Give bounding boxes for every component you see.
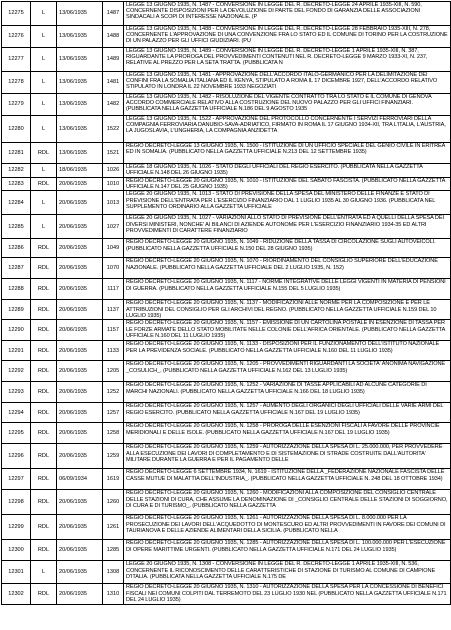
law-date-cell: 20/06/1935 bbox=[57, 300, 103, 320]
law-type-cell: RDL bbox=[31, 178, 57, 191]
law-number-cell: 12299 bbox=[2, 515, 31, 540]
law-date-cell: 20/06/1935 bbox=[57, 215, 103, 239]
law-number-cell: 12280 bbox=[2, 116, 31, 143]
law-date-cell: 20/06/1935 bbox=[57, 341, 103, 361]
law-decree-number-cell: 1252 bbox=[103, 382, 124, 403]
table-row bbox=[2, 341, 451, 361]
law-number-cell: 12293 bbox=[2, 382, 31, 403]
table-row bbox=[2, 94, 451, 116]
law-date-cell: 06/09/1934 bbox=[57, 469, 103, 490]
law-description-cell: LEGGE 13 GIUGNO 1935, N. 1487 - CONVERSIONE IN LEGGE DEL R. DECRETO-LEGGE 24 APRILE 1935-XIII, N. 590, CONCERNENTE DISPOSIZIONI PER LA DEVOLUZIONE DI PARTE DEL FONDO DI GARANZIA DELLE ASSOCIAZIONI SINDACALI A SCOPI DI INTERESSE NAZIONALE. (P bbox=[124, 2, 451, 26]
law-type-cell: RDL bbox=[31, 341, 57, 361]
law-type-cell: RDL bbox=[31, 258, 57, 279]
table-row bbox=[2, 320, 451, 341]
law-type-cell: L bbox=[31, 116, 57, 143]
law-type-cell: RDL bbox=[31, 469, 57, 490]
law-description-cell: REGIO DECRETO-LEGGE 20 GIUGNO 1935, N. 1259 - AUTORIZZAZIONE DELLA SPESA DI L. 25.000.000, PER PROVVEDERE ALLA ESECUZIONE DEI LAVORI DI COMPLETAMENTO E DI SISTEMAZIONE DI STRADE COSTRUITE DALL'AUTORITA' MILITARE DURANTE LA GUERRA E PER IL PAGAMENTO DELLE bbox=[124, 444, 451, 469]
law-type-cell: L bbox=[31, 561, 57, 584]
law-description-cell: REGIO DECRETO-LEGGE 20 GIUGNO 1935, N. 1137 - MODIFICAZIONI ALLE NORME PER LA COMPOSIZIONE E PER LE ATTRIBUZIONI DEL CONSIGLIO PER GLI ARCHIVI DEL REGNO. (PUBBLICATO NELLA GAZZETTA UFFICIALE N.159 DEL 10 LUGLIO 1935) bbox=[124, 300, 451, 320]
law-description-cell: REGIO DECRETO-LEGGE 20 GIUGNO 1935, N. 1260 - MODIFICAZIONI ALLA COMPOSIZIONE DEL CONSIGLIO CENTRALE DELLE STAZIONI DI CURA, CHE ASSUME LA DENOMINAZIONE DI _CONSIGLIO CENTRALE DELLE STAZIONI DI SOGGIORNO, DI CURA E DI TURISMO_. (PUBBLICATO NELLA GAZZETTA bbox=[124, 490, 451, 515]
law-number-cell: 12279 bbox=[2, 94, 31, 116]
law-decree-number-cell: 1521 bbox=[103, 143, 124, 164]
table-row bbox=[2, 48, 451, 72]
law-number-cell: 12292 bbox=[2, 361, 31, 382]
table-row bbox=[2, 540, 451, 561]
law-number-cell: 12287 bbox=[2, 258, 31, 279]
law-decree-number-cell: 1487 bbox=[103, 2, 124, 26]
law-decree-number-cell: 1482 bbox=[103, 94, 124, 116]
law-description-cell: REGIO DECRETO-LEGGE 20 GIUGNO 1935, N. 1258 - PROROGA DELLE ESENZIONI FISCALI A FAVORE DELLE PROVINCIE MERIDIONALI E DELLE ISOLE. (PUBBLICATO NELLA GAZZETTA UFFICIALE N.167 DEL 19 LUGLIO 1935) bbox=[124, 423, 451, 444]
table-row bbox=[2, 300, 451, 320]
law-description-cell: REGIO DECRETO-LEGGE 20 GIUGNO 1935, N. 1285 - AUTORIZZAZIONE DELLA SPESA DI L. 100.000.000 PER L'ESECUZIONE DI OPERE MARITTIME URGENTI. (PUBBLICATO NELLA GAZZETTA UFFICIALE N.171 DEL 24 LUGLIO 1935) bbox=[124, 540, 451, 561]
law-decree-number-cell: 1308 bbox=[103, 561, 124, 584]
law-description-cell: REGIO DECRETO-LEGGE 20 GIUGNO 1935, N. 1261 - AUTORIZZAZIONE DELLA SPESA DI L. 8.000.000 PER LA PROSECUZIONE DEI LAVORI DELL'ACQUEDOTTO DI MONTESCURO ED ALTRI PROVVEDIMENTI IN FAVORE DEI COMUNI DI TAURIANOVA E DELLE AZIENDE ALIMENTARI DELLA SICILIA. (PUBBLICATO NELLA bbox=[124, 515, 451, 540]
law-type-cell: RDL bbox=[31, 361, 57, 382]
law-date-cell: 20/06/1935 bbox=[57, 178, 103, 191]
law-type-cell: RDL bbox=[31, 444, 57, 469]
law-number-cell: 12288 bbox=[2, 279, 31, 300]
law-description-cell: LEGGE 13 GIUGNO 1935, N. 1482 - RISOLUZIONE DEL VIGENTE CONTRATTO TRA LO STATO E IL COMUNE DI GENOVA ACCORDO COMMERCIALE RELATIVO ALLA COSTRUZIONE DEL NUOVO PALAZZO PER GLI UFFICI FINANZIARI. (PUBBLICATA NELLA GAZZETTA UFFICIALE N.186 DEL 9 AGOSTO 1935 bbox=[124, 94, 451, 116]
law-type-cell: RDL bbox=[31, 423, 57, 444]
law-decree-number-cell: 1522 bbox=[103, 116, 124, 143]
table-row bbox=[2, 215, 451, 239]
law-number-cell: 12281 bbox=[2, 143, 31, 164]
law-decree-number-cell: 1285 bbox=[103, 540, 124, 561]
law-decree-number-cell: 1010 bbox=[103, 178, 124, 191]
table-row bbox=[2, 490, 451, 515]
law-date-cell: 13/06/1935 bbox=[57, 2, 103, 26]
law-date-cell: 20/06/1935 bbox=[57, 490, 103, 515]
law-type-cell: RDL bbox=[31, 540, 57, 561]
law-description-cell: REGIO DECRETO-LEGGE 13 GIUGNO 1935, N. 1500 - ISTITUZIONE DI UN UFFICIO SPECIALE DEL GENIO CIVILE IN ERITREA ED IN SOMALIA. (PUBBLICATO NELLA GAZZETTA UFFICIALE N.213 DEL 12 SETTEMBRE 1935) bbox=[124, 143, 451, 164]
law-date-cell: 20/06/1935 bbox=[57, 191, 103, 215]
law-number-cell: 12294 bbox=[2, 403, 31, 423]
law-number-cell: 12295 bbox=[2, 423, 31, 444]
table-row bbox=[2, 561, 451, 584]
law-decree-number-cell: 1137 bbox=[103, 300, 124, 320]
law-type-cell: L bbox=[31, 26, 57, 48]
law-date-cell: 20/06/1935 bbox=[57, 258, 103, 279]
law-type-cell: RDL bbox=[31, 143, 57, 164]
law-type-cell: L bbox=[31, 48, 57, 72]
table-row bbox=[2, 178, 451, 191]
law-number-cell: 12283 bbox=[2, 178, 31, 191]
law-date-cell: 20/06/1935 bbox=[57, 279, 103, 300]
law-number-cell: 12286 bbox=[2, 239, 31, 258]
law-description-cell: LEGGE 18 GIUGNO 1935, N. 1026 - STATO DEGLI UFFICIALI DEL REGIO ESERCITO. (PUBBLICATA NELLA GAZZETTA UFFICIALE N.148 DEL 26 GIUGNO 1935) bbox=[124, 164, 451, 178]
law-decree-number-cell: 1259 bbox=[103, 444, 124, 469]
table-row bbox=[2, 116, 451, 143]
law-decree-number-cell: 1133 bbox=[103, 341, 124, 361]
law-date-cell: 13/06/1935 bbox=[57, 94, 103, 116]
table-row bbox=[2, 2, 451, 26]
law-number-cell: 12290 bbox=[2, 320, 31, 341]
law-decree-number-cell: 1489 bbox=[103, 48, 124, 72]
law-number-cell: 12278 bbox=[2, 72, 31, 94]
table-row bbox=[2, 382, 451, 403]
table-row bbox=[2, 239, 451, 258]
law-decree-number-cell: 1117 bbox=[103, 279, 124, 300]
law-type-cell: L bbox=[31, 94, 57, 116]
law-date-cell: 20/06/1935 bbox=[57, 423, 103, 444]
law-number-cell: 12289 bbox=[2, 300, 31, 320]
laws-index-body bbox=[2, 2, 451, 605]
law-decree-number-cell: 1027 bbox=[103, 215, 124, 239]
law-decree-number-cell: 1619 bbox=[103, 469, 124, 490]
table-row bbox=[2, 258, 451, 279]
table-row bbox=[2, 361, 451, 382]
law-number-cell: 12291 bbox=[2, 341, 31, 361]
law-date-cell: 13/06/1935 bbox=[57, 143, 103, 164]
law-description-cell: REGIO DECRETO-LEGGE 20 GIUGNO 1935, N. 1205 - PROVVEDIMENTI RIGUARDANTI LA SOCIETA' ANONIMA NAVIGAZIONE _COSULICH_. (PUBBLICATO NELLA GAZZETTA UFFICIALE N.162 DEL 13 LUGLIO 1935) bbox=[124, 361, 451, 382]
law-description-cell: LEGGE 13 GIUGNO 1935, N. 1481 - APPROVAZIONE DELL'ACCORDO ITALO-GERMANICO PER LA DELIMITAZIONE DEI CONFINI FRA LA SOMALIA ITALIANA ED IL KENYA, STIPULATO A ROMA IL 17 DICEMBRE 1927, DELL'ACCORDO RELATIVO STIPULATO IN LONDRA IL 22 NOVEMBRE 1933 NEGOZIATI bbox=[124, 72, 451, 94]
laws-index-table bbox=[1, 1, 451, 605]
law-number-cell: 12300 bbox=[2, 540, 31, 561]
law-date-cell: 13/06/1935 bbox=[57, 26, 103, 48]
law-description-cell: LEGGE 13 GIUGNO 1935, N. 1489 - CONVERSIONE IN LEGGE DEL R. DECRETO-LEGGE 1 APRILE 1935-XIII, N. 387, RIGUARDANTE LA PROROGA DEL PROVVEDIMENTI CONTENUTI NEL R. DECRETO-LEGGE 9 MARZO 1933-XI, N. 237, RELATIVE AL PREZZO PER LA SETA TRATTA. (PUBBLICATA N bbox=[124, 48, 451, 72]
law-date-cell: 20/06/1935 bbox=[57, 382, 103, 403]
table-row bbox=[2, 469, 451, 490]
law-type-cell: RDL bbox=[31, 382, 57, 403]
law-type-cell: L bbox=[31, 2, 57, 26]
law-number-cell: 12277 bbox=[2, 48, 31, 72]
law-type-cell: L bbox=[31, 215, 57, 239]
law-date-cell: 13/06/1935 bbox=[57, 72, 103, 94]
law-date-cell: 13/06/1935 bbox=[57, 116, 103, 143]
law-type-cell: RDL bbox=[31, 239, 57, 258]
table-row bbox=[2, 584, 451, 605]
law-number-cell: 12284 bbox=[2, 191, 31, 215]
law-decree-number-cell: 1261 bbox=[103, 515, 124, 540]
law-decree-number-cell: 1070 bbox=[103, 258, 124, 279]
law-type-cell: L bbox=[31, 164, 57, 178]
table-row bbox=[2, 191, 451, 215]
law-description-cell: REGIO DECRETO-LEGGE 20 GIUGNO 1935, N. 1257 - AUMENTO DEGLI ORGANICI DEGLI UFFICIALI DELLE VARIE ARMI DEL REGIO ESERCITO. (PUBBLICATO NELLA GAZZETTA UFFICIALE N.167 DEL 19 LUGLIO 1935) bbox=[124, 403, 451, 423]
law-number-cell: 12282 bbox=[2, 164, 31, 178]
law-date-cell: 20/06/1935 bbox=[57, 444, 103, 469]
law-type-cell: RDL bbox=[31, 279, 57, 300]
law-number-cell: 12301 bbox=[2, 561, 31, 584]
table-row bbox=[2, 423, 451, 444]
law-type-cell: RDL bbox=[31, 403, 57, 423]
law-decree-number-cell: 1205 bbox=[103, 361, 124, 382]
law-decree-number-cell: 1481 bbox=[103, 72, 124, 94]
law-description-cell: REGIO DECRETO-LEGGE 6 SETTEMBRE 1934, N. 1619 - ISTITUZIONE DELLA _FEDERAZIONE NAZIONALE FASCISTA DELLE CASSE MUTUE DI MALATTIA DELL'INDUSTRIA_. (PUBBLICATO NELLA GAZZETTA UFFICIALE N. 248 DEL 18 OTTOBRE 1934) bbox=[124, 469, 451, 490]
law-description-cell: REGIO DECRETO-LEGGE 20 GIUGNO 1935, N. 1070 - RIORDINAMENTO DEL CONSIGLIO SUPERIORE DELL'EDUCAZIONE NAZIONALE. (PUBBLICATO NELLA GAZZETTA UFFICIALE DEL 2 LUGLIO 1935, N. 152) bbox=[124, 258, 451, 279]
law-date-cell: 20/06/1935 bbox=[57, 361, 103, 382]
law-date-cell: 20/06/1935 bbox=[57, 584, 103, 605]
law-type-cell: RDL bbox=[31, 490, 57, 515]
law-date-cell: 18/06/1935 bbox=[57, 164, 103, 178]
law-decree-number-cell: 1013 bbox=[103, 191, 124, 215]
law-date-cell: 20/06/1935 bbox=[57, 320, 103, 341]
table-row bbox=[2, 444, 451, 469]
law-decree-number-cell: 1258 bbox=[103, 423, 124, 444]
law-decree-number-cell: 1310 bbox=[103, 584, 124, 605]
table-row bbox=[2, 143, 451, 164]
law-date-cell: 20/06/1935 bbox=[57, 239, 103, 258]
law-number-cell: 12276 bbox=[2, 26, 31, 48]
law-type-cell: RDL bbox=[31, 300, 57, 320]
law-number-cell: 12298 bbox=[2, 490, 31, 515]
law-decree-number-cell: 1257 bbox=[103, 403, 124, 423]
law-description-cell: LEGGE 20 GIUGNO 1935, N. 1027 - VARIAZIONI ALLO STATO DI PREVISIONE DELL'ENTRATA ED A QUELLI DELLA SPESA DEI DIVERSI MINISTERI, NONCHE' AI BILANCI DI AZIENDE AUTONOME PER L'ESERCIZIO FINANZIARIO 1934-35 ED ALTRI PROVVEDIMENTI DI CARATTERE FINANZIARIO bbox=[124, 215, 451, 239]
law-description-cell: REGIO DECRETO-LEGGE 20 GIUGNO 1935, N. 1049 - RIDUZIONE DELLA TASSA DI CIRCOLAZIONE SUGLI AUTOVEICOLI. (PUBBLICATO NELLA GAZZETTA UFFICIALE N.150 DEL 28 GIUGNO 1935) bbox=[124, 239, 451, 258]
law-number-cell: 12285 bbox=[2, 215, 31, 239]
law-description-cell: REGIO DECRETO-LEGGE 20 GIUGNO 1935, N. 1310 - AUTORIZZAZIONE DELLA SPESA PER LA CONCESSIONE DI BENEFICI FISCALI NEI COMUNI COLPITI DAL TERREMOTO DEL 23 LUGLIO 1930 NEL (PUBBLICATO NELLA GAZZETTA UFFICIALE N.171 DEL 24 LUGLIO 1935) bbox=[124, 584, 451, 605]
table-row bbox=[2, 279, 451, 300]
law-decree-number-cell: 1488 bbox=[103, 26, 124, 48]
law-description-cell: REGIO DECRETO-LEGGE 20 GIUGNO 1935, N. 1117 - NORME INTEGRATIVE DELLE LEGGI VIGENTI IN MATERIA DI PENSIONI DI GUERRA. (PUBBLICATO NELLA GAZZETTA UFFICIALE N.155 DEL 5 LUGLIO 1935) bbox=[124, 279, 451, 300]
law-decree-number-cell: 1049 bbox=[103, 239, 124, 258]
law-description-cell: LEGGE 13 GIUGNO 1935, N. 1522 - APPROVAZIONE DEL PROTOCOLLO CONCERNENTE I SERVIZI FERROVIARI DELLA COMPAGNIA FERROVIARIA DANUBIO-SAVA-ADRIATICO, FIRMATO IN ROMA IL 17 GIUGNO 1934-XII, TRA L'ITALIA, L'AUSTRIA, LA JUGOSLAVIA, L'UNGHERIA, LA COMPAGNIA ANZIDETTA bbox=[124, 116, 451, 143]
law-description-cell: LEGGE 13 GIUGNO 1935, N. 1488 - CONVERSIONE IN LEGGE DEL R. DECRETO-LEGGE 28 FEBBRAIO 1935-XIII, N. 278, CONCERNENTE L'APPROVAZIONE DI UNA CONVENZIONE FRA LO STATO ED IL COMUNE DI TORINO PER LA COSTRUZIONE DI UN PALAZZO PER GLI UFFICI GIUDIZIARI. (PU bbox=[124, 26, 451, 48]
law-decree-number-cell: 1157 bbox=[103, 320, 124, 341]
law-type-cell: L bbox=[31, 191, 57, 215]
law-date-cell: 20/06/1935 bbox=[57, 403, 103, 423]
law-date-cell: 20/06/1935 bbox=[57, 540, 103, 561]
law-description-cell: LEGGE 20 GIUGNO 1935, N. 1013 - STATO DI PREVISIONE DELLA SPESA DEL MINISTERO DELLE FINANZE E STATO DI PREVISIONE DELL'ENTRATA PER L'ESERCIZIO FINANZIARIO DAL 1 LUGLIO 1935 AL 30 GIUGNO 1936. (PUBBLICATA NEL SUPPLEMENTO ORDINARIO ALLA GAZZETTA UFFICIALE bbox=[124, 191, 451, 215]
law-description-cell: REGIO DECRETO-LEGGE 20 GIUGNO 1935, N. 1252 - VARIAZIONE DI TASSE APPLICABILI AD ALCUNE CATEGORIE DI MARCHI NAZIONALI. (PUBBLICATO NELLA GAZZETTA UFFICIALE N.166 DEL 18 LUGLIO 1935) bbox=[124, 382, 451, 403]
law-date-cell: 20/06/1935 bbox=[57, 561, 103, 584]
law-decree-number-cell: 1260 bbox=[103, 490, 124, 515]
law-number-cell: 12296 bbox=[2, 444, 31, 469]
table-row bbox=[2, 26, 451, 48]
law-description-cell: REGIO DECRETO-LEGGE 20 GIUGNO 1935, N. 1157 - EMISSIONE DI UN CARTOLINA POSTALE IN ESENZIONE DI TASSA PER LE FORZE ARMATE DELLO STATO MOBILITATE NELLE COLONIE DELL'AFRICA ORIENTALE. (PUBBLICATO NELLA GAZZETTA UFFICIALE N.160 DEL 11 LUGLIO 1935) bbox=[124, 320, 451, 341]
table-row bbox=[2, 403, 451, 423]
law-type-cell: RDL bbox=[31, 515, 57, 540]
law-number-cell: 12297 bbox=[2, 469, 31, 490]
table-row bbox=[2, 515, 451, 540]
law-decree-number-cell: 1026 bbox=[103, 164, 124, 178]
law-type-cell: L bbox=[31, 72, 57, 94]
law-type-cell: RDL bbox=[31, 584, 57, 605]
law-number-cell: 12302 bbox=[2, 584, 31, 605]
law-description-cell: LEGGE 20 GIUGNO 1935, N. 1308 - CONVERSIONE IN LEGGE DEL R. DECRETO-LEGGE 1 APRILE 1935-XIII, N. 536, CONCERNENTE IL RICONOSCIMENTO DELLE CARATTERISTICHE DI STAZIONE DI TURISMO AL COMUNE DI CAMPIONE D'ITALIA. (PUBBLICATA NELLA GAZZETTA UFFICIALE N.175 DE bbox=[124, 561, 451, 584]
table-row bbox=[2, 164, 451, 178]
law-date-cell: 13/06/1935 bbox=[57, 48, 103, 72]
law-date-cell: 20/06/1935 bbox=[57, 515, 103, 540]
law-number-cell: 12275 bbox=[2, 2, 31, 26]
law-description-cell: REGIO DECRETO-LEGGE 20 GIUGNO 1935, N. 1133 - DISPOSIZIONI PER IL FUNZIONAMENTO DELL'ISTITUTO NAZIONALE PER LA PREVIDENZA SOCIALE. (PUBBLICATO NELLA GAZZETTA UFFICIALE N.160 DEL 11 LUGLIO 1935) bbox=[124, 341, 451, 361]
table-row bbox=[2, 72, 451, 94]
law-type-cell: RDL bbox=[31, 320, 57, 341]
law-description-cell: REGIO DECRETO-LEGGE 20 GIUGNO 1935, N. 1010 - ISTITUZIONE DEL SABATO FASCISTA. (PUBBLICATO NELLA GAZZETTA UFFICIALE N.147 DEL 25 GIUGNO 1935) bbox=[124, 178, 451, 191]
